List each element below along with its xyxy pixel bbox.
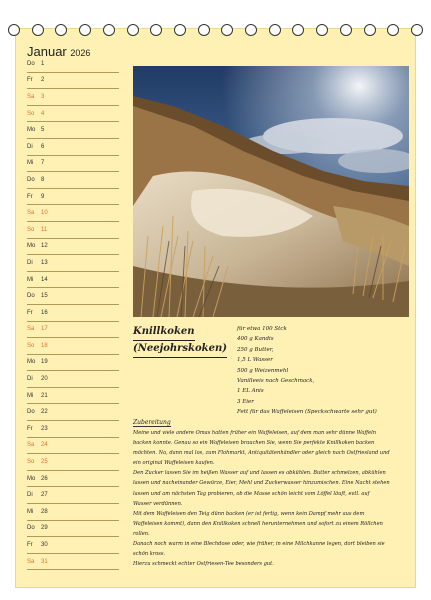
ingredient-item: 400 g Kandis <box>237 336 274 343</box>
day-of-week: Di <box>27 492 33 499</box>
dune-landscape-image <box>133 66 409 317</box>
day-number: 16 <box>41 309 48 316</box>
day-number: 31 <box>41 558 48 565</box>
day-of-week: Sa <box>27 442 35 449</box>
day-of-week: Mi <box>27 160 34 167</box>
day-of-week: So <box>27 459 35 466</box>
ring-icon <box>174 24 186 36</box>
ring-icon <box>150 24 162 36</box>
day-of-week: Mo <box>27 127 36 134</box>
day-row <box>27 504 119 521</box>
day-of-week: Sa <box>27 558 35 565</box>
day-number: 3 <box>41 93 45 100</box>
ingredient-list <box>237 324 377 418</box>
ring-icon <box>127 24 139 36</box>
day-number: 30 <box>41 542 48 549</box>
day-number: 26 <box>41 475 48 482</box>
ring-icon <box>387 24 399 36</box>
day-of-week: Do <box>27 293 35 300</box>
ring-icon <box>245 24 257 36</box>
day-of-week: Mo <box>27 475 36 482</box>
preparation-line: lassen und am nächsten Tag probieren, ob die Masse schön leicht vom Löffel läuft, evtl. auf <box>133 490 370 497</box>
day-number: 17 <box>41 326 48 333</box>
preparation-line: möchten. Na, dann mal los, zum Flohmarkt, Antiquitätenhändler oder gleich nach Ostfriesland und <box>133 450 390 457</box>
recipe-title <box>133 324 227 358</box>
preparation-line: rollen. <box>133 530 150 537</box>
preparation-line: backen konnte. Genau so ein Waffeleisen brauchen Sie, wenn Sie perfekte Knillkoken backen <box>133 440 375 447</box>
day-number: 4 <box>41 110 45 117</box>
day-row <box>27 73 119 90</box>
ring-icon <box>198 24 210 36</box>
day-of-week: Mo <box>27 243 36 250</box>
day-row <box>27 404 119 421</box>
ingredient-item: 500 g Weizenmehl <box>237 367 289 374</box>
ring-icon <box>221 24 233 36</box>
day-number: 11 <box>41 226 48 233</box>
day-number: 15 <box>41 293 48 300</box>
day-number: 7 <box>41 160 45 167</box>
day-number: 5 <box>41 127 45 134</box>
day-of-week: Fr <box>27 309 33 316</box>
day-of-week: Do <box>27 176 35 183</box>
day-row <box>27 438 119 455</box>
day-number: 28 <box>41 508 48 515</box>
day-row <box>27 205 119 222</box>
day-number: 20 <box>41 376 48 383</box>
day-of-week: Mi <box>27 392 34 399</box>
day-of-week: Mo <box>27 359 36 366</box>
day-row <box>27 338 119 355</box>
day-number: 21 <box>41 392 48 399</box>
day-row <box>27 89 119 106</box>
recipe-section <box>133 324 409 586</box>
day-row <box>27 288 119 305</box>
day-number: 10 <box>41 210 48 217</box>
preparation-line: Den Zucker lassen Sie im heißen Wasser auf und lassen es abkühlen. Butter schmelzen, abkühlen <box>133 470 386 477</box>
preparation-heading: Zubereitung <box>133 419 171 426</box>
day-of-week: Do <box>27 60 35 67</box>
day-of-week: Di <box>27 376 33 383</box>
day-number: 6 <box>41 143 45 150</box>
day-number: 29 <box>41 525 48 532</box>
ingredient-item: 1,5 L Wasser <box>237 357 273 364</box>
preparation-line: ein original Waffeleisen kaufen. <box>133 460 215 467</box>
day-of-week: Fr <box>27 193 33 200</box>
ring-icon <box>79 24 91 36</box>
day-row <box>27 388 119 405</box>
day-row <box>27 106 119 123</box>
ingredient-item: 250 g Butter, <box>237 346 274 353</box>
month-name: Januar <box>27 44 67 59</box>
ring-icon <box>292 24 304 36</box>
day-row <box>27 122 119 139</box>
dune-photo <box>133 66 409 317</box>
day-of-week: Di <box>27 143 33 150</box>
day-of-week: Di <box>27 259 33 266</box>
month-year: 2026 <box>70 48 91 58</box>
ring-icon <box>411 24 423 36</box>
ingredient-item: 3 Eier <box>237 398 254 405</box>
day-row <box>27 371 119 388</box>
day-row <box>27 355 119 372</box>
day-row <box>27 255 119 272</box>
day-row <box>27 322 119 339</box>
day-row <box>27 421 119 438</box>
day-of-week: Fr <box>27 77 33 84</box>
ingredient-item: 1 EL Anis <box>237 388 264 395</box>
day-number: 13 <box>41 259 48 266</box>
ring-icon <box>55 24 67 36</box>
day-row <box>27 537 119 554</box>
day-row <box>27 139 119 156</box>
day-row <box>27 156 119 173</box>
day-row <box>27 521 119 538</box>
day-number: 14 <box>41 276 48 283</box>
ring-icon <box>103 24 115 36</box>
day-of-week: Mi <box>27 508 34 515</box>
day-of-week: Mi <box>27 276 34 283</box>
preparation-text <box>133 428 409 569</box>
preparation-line: Hierzu schmeckt echter Ostfriesen-Tee besonders gut. <box>133 561 274 568</box>
day-number: 2 <box>41 77 45 84</box>
day-row <box>27 189 119 206</box>
day-number: 19 <box>41 359 48 366</box>
ingredient-item: für etwa 100 Stck <box>237 326 287 332</box>
recipe-title-line-2: (Neejohrskoken) <box>133 341 227 358</box>
day-row <box>27 222 119 239</box>
day-row <box>27 172 119 189</box>
day-of-week: Fr <box>27 425 33 432</box>
day-row <box>27 305 119 322</box>
ring-icon <box>340 24 352 36</box>
day-number: 23 <box>41 425 48 432</box>
ring-icon <box>364 24 376 36</box>
ring-icon <box>32 24 44 36</box>
day-of-week: So <box>27 110 35 117</box>
ingredient-item: Fett für das Waffeleisen (Speckschwarte sehr gut) <box>237 409 377 416</box>
recipe-title-line-1: Knillkoken <box>133 324 195 341</box>
day-number: 1 <box>41 60 45 67</box>
binding-rings <box>8 24 423 36</box>
day-row <box>27 272 119 289</box>
preparation-line: Meine und viele andere Omas hatten früher ein Waffeleisen, auf dem man sehr dünne Waffeln <box>133 430 377 436</box>
day-of-week: Sa <box>27 210 35 217</box>
day-row <box>27 471 119 488</box>
day-number: 12 <box>41 243 48 250</box>
day-of-week: Sa <box>27 326 35 333</box>
day-row <box>27 56 119 73</box>
day-number: 27 <box>41 492 48 499</box>
day-row <box>27 239 119 256</box>
day-of-week: Do <box>27 525 35 532</box>
preparation-line: Mit dem Waffeleisen den Teig dünn backen (er ist fertig, wenn kein Dampf mehr aus dem <box>133 510 365 517</box>
ring-icon <box>269 24 281 36</box>
ring-icon <box>8 24 20 36</box>
day-number: 8 <box>41 176 45 183</box>
day-of-week: Sa <box>27 93 35 100</box>
day-row <box>27 487 119 504</box>
day-number: 25 <box>41 459 48 466</box>
day-of-week: Fr <box>27 542 33 549</box>
day-number: 22 <box>41 409 48 416</box>
day-number: 18 <box>41 342 48 349</box>
preparation-line: Waffeleisen kommt), dann den Knillkoken schnell herunternehmen und sofort zu einem Röllchen <box>133 520 383 527</box>
day-row <box>27 454 119 471</box>
ring-icon <box>316 24 328 36</box>
day-of-week: So <box>27 226 35 233</box>
ingredient-item: Vanilleeis nach Geschmack, <box>237 378 315 385</box>
day-of-week: Do <box>27 409 35 416</box>
preparation-line: schön kross. <box>133 551 166 558</box>
day-of-week: So <box>27 342 35 349</box>
day-row <box>27 554 119 571</box>
day-list <box>27 56 119 570</box>
day-number: 24 <box>41 442 48 449</box>
preparation-line: lassen und nacheinander Gewürze, Eier, Mehl und Zuckerwasser hinzumischen. Eine Nacht stehen <box>133 480 390 487</box>
day-number: 9 <box>41 193 45 200</box>
preparation-line: Wasser verdünnen. <box>133 500 183 507</box>
preparation-line: Danach noch warm in eine Blechdose oder, wie früher, in eine Milchkanne legen, dort bleiben sie <box>133 541 385 548</box>
